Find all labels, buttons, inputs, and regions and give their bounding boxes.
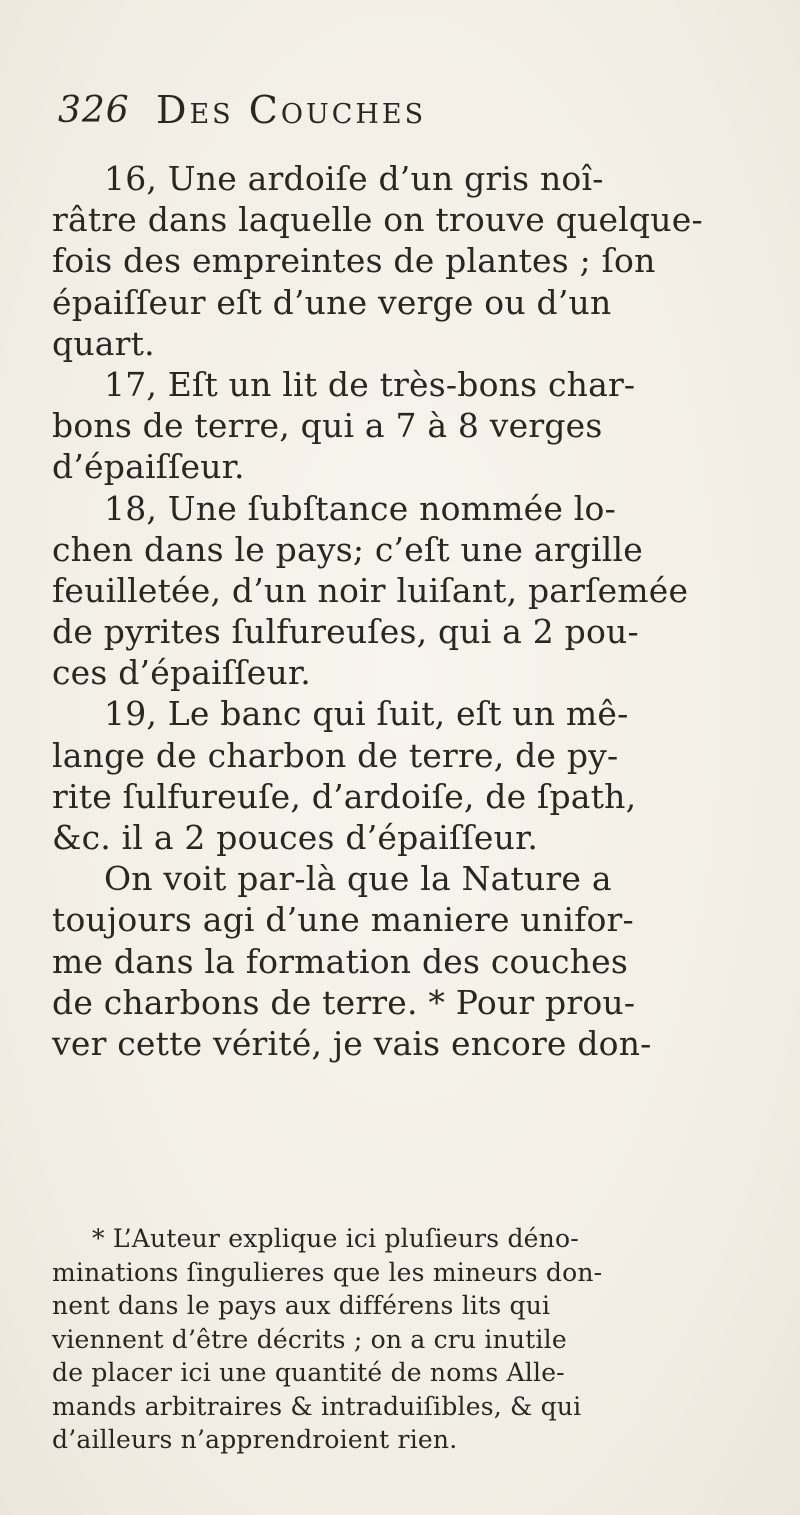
page-header — [58, 88, 758, 148]
running-head: Des Couches — [156, 88, 427, 132]
text-line: On voit par-là que la Nature a — [104, 859, 612, 899]
text-line: toujours agi d’une maniere unifor- — [52, 900, 634, 940]
text-line: bons de terre, qui a 7 à 8 verges — [52, 406, 603, 446]
text-line: 17, Eſt un lit de très-bons char- — [104, 364, 636, 404]
footnote-line: * L’Auteur explique ici pluſieurs déno- — [92, 1224, 579, 1253]
footnote-line: d’ailleurs n’apprendroient rien. — [52, 1425, 458, 1454]
footnote-line: de placer ici une quantité de noms Alle- — [52, 1358, 565, 1387]
text-line: lange de charbon de terre, de py- — [52, 735, 619, 775]
footnote-line: mands arbitraires & intraduiſibles, & qui — [52, 1391, 582, 1421]
text-line: ces d’épaiſſeur. — [52, 653, 311, 693]
footnote — [52, 1222, 762, 1457]
body-text — [52, 158, 762, 1064]
text-line: fois des empreintes de plantes ; ſon — [52, 241, 656, 281]
text-line: d’épaiſſeur. — [52, 447, 245, 487]
text-line: 16, Une ardoiſe d’un gris noî- — [104, 159, 604, 198]
text-line: de pyrites ſulfureuſes, qui a 2 pou- — [52, 612, 639, 652]
text-line: chen dans le pays; c’eſt une argille — [52, 529, 644, 569]
text-line: épaiſſeur eſt d’une verge ou d’un — [52, 282, 612, 322]
text-line: de charbons de terre. * Pour prou- — [52, 982, 636, 1022]
text-line: me dans la formation des couches — [52, 941, 629, 981]
footnote-line: viennent d’être décrits ; on a cru inutile — [52, 1324, 567, 1354]
text-line: &c. il a 2 pouces d’épaiſſeur. — [52, 818, 539, 857]
text-line: ver cette vérité, je vais encore don- — [52, 1023, 652, 1063]
footnote-line: nent dans le pays aux différens lits qui — [52, 1291, 551, 1320]
text-line: râtre dans laquelle on trouve quelque- — [52, 200, 703, 240]
text-line: rite ſulfureuſe, d’ardoiſe, de ſpath, — [52, 776, 637, 816]
footnote-line: minations ſingulieres que les mineurs don- — [52, 1257, 603, 1287]
text-line: 19, Le banc qui ſuit, eſt un mê- — [104, 694, 629, 734]
text-line: quart. — [52, 323, 155, 363]
text-line: 18, Une ſubſtance nommée lo- — [104, 488, 616, 528]
text-line: feuilletée, d’un noir luiſant, parſemée — [52, 570, 689, 610]
page-number: 326 — [58, 90, 130, 131]
